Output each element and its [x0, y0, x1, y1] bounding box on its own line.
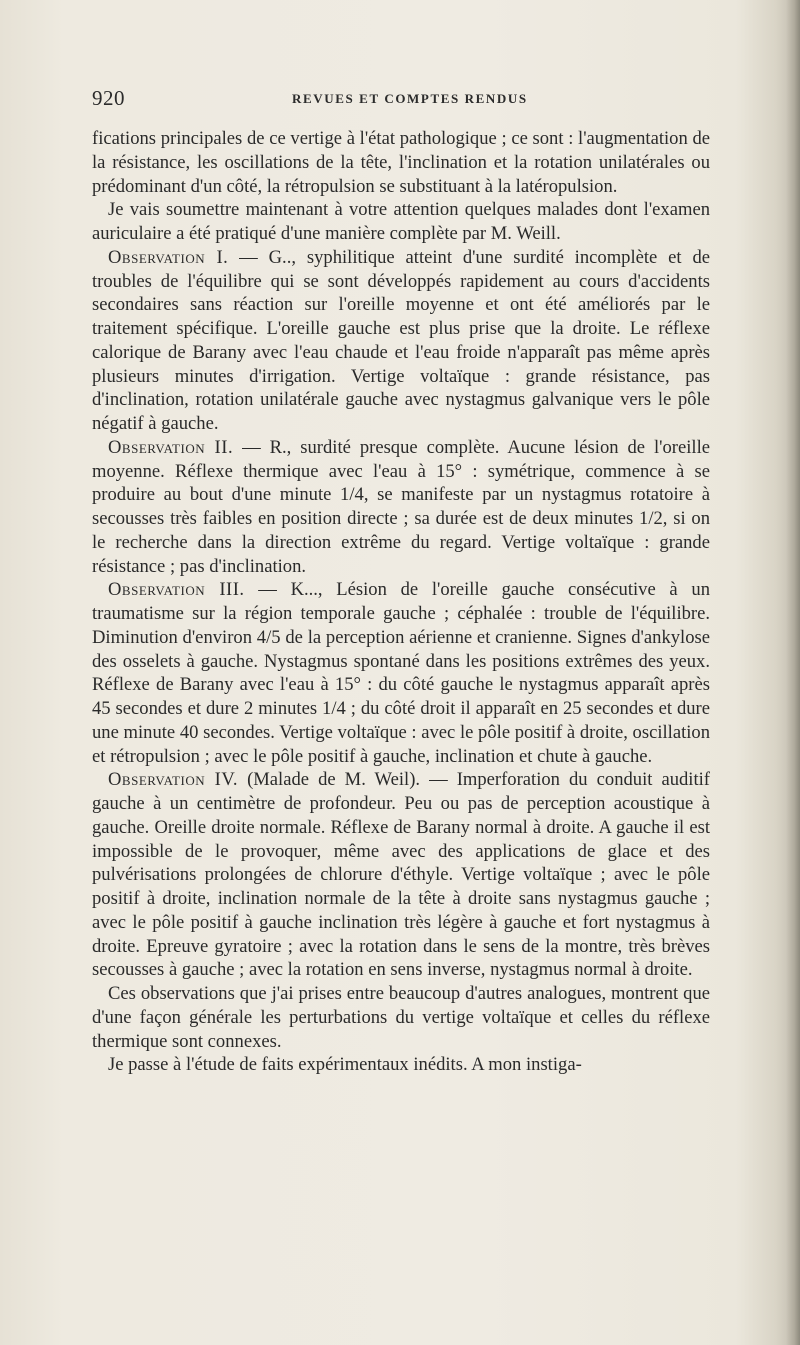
observation-paragraph [92, 768, 710, 982]
paragraph [92, 198, 710, 246]
observation-paragraph [92, 578, 710, 768]
observation-label: Observation I. [108, 246, 229, 268]
observation-label: Observation III. [108, 579, 245, 601]
paragraph-text: (Malade de M. Weil). — Imperforation du conduit auditif gauche à un centimètre de profondeur. Peu ou pas de perception acoustique à gauche. Oreille droite normale. Réflexe de Barany normal à droite. A gauche il est impossible de le provoquer, même avec des applications de glace et des pulvérisations prolongées de chlorure d'éthyle. Vertige voltaïque ; avec le pôle positif à droite, inclination normale de la tête à droite sans nystagmus gauche ; avec le pôle positif à gauche inclination très légère à gauche et fort nystagmus à droite. Epreuve gyratoire ; avec la rotation dans le sens de la montre, très brèves secousses à gauche ; avec la rotation en sens inverse, nystagmus normal à droite. [92, 769, 711, 981]
observation-label: Observation IV. [108, 769, 239, 791]
paragraph-text: Ces observations que j'ai prises entre beaucoup d'autres analogues, montrent que d'une façon générale les perturbations du vertige voltaïque et celles du réflexe thermique sont connexes. [92, 983, 710, 1052]
observation-paragraph [92, 246, 710, 436]
running-head: REVUES ET COMPTES RENDUS [292, 91, 528, 106]
paragraph [92, 1053, 710, 1077]
paragraph [92, 127, 710, 198]
observation-label: Observation II. [108, 436, 234, 458]
paragraph [92, 982, 710, 1053]
paragraph-text: Je vais soumettre maintenant à votre attention quelques malades dont l'examen auriculaire a été pratiqué d'une manière complète par M. Weill. [92, 199, 710, 244]
paragraph-text: fications principales de ce vertige à l'état pathologique ; ce sont : l'augmentation de la résistance, les oscillations de la tête, l'inclination et la rotation unilatérales ou prédominant d'un côté, la rétropulsion se substituant à la latéropulsion. [92, 128, 710, 197]
paragraph-text: — G.., syphilitique atteint d'une surdité incomplète et de troubles de l'équilibre qui se sont développés rapidement au cours d'accidents secondaires sans réaction sur l'oreille moyenne et ont été améliorés par le traitement spécifique. L'oreille gauche est plus prise que la droite. Le réflexe calorique de Barany avec l'eau chaude et l'eau froide n'apparaît pas même après plusieurs minutes d'irrigation. Vertige voltaïque : grande résistance, pas d'inclination, rotation unilatérale gauche avec nystagmus galvanique vers le pôle négatif à gauche. [92, 246, 710, 434]
body-text [92, 127, 710, 1077]
page-header [92, 86, 704, 116]
page-edge-shadow [786, 0, 800, 1345]
paragraph-text: — R., surdité presque complète. Aucune lésion de l'oreille moyenne. Réflexe thermique avec l'eau à 15° : symétrique, commence à se produire au bout d'une minute 1/4, se manifeste par un nystagmus rotatoire à secousses très faibles en position directe ; sa durée est de deux minutes 1/2, si on le recherche dans la direction extrême du regard. Vertige voltaïque : grande résistance ; pas d'inclination. [92, 436, 711, 577]
observation-paragraph [92, 436, 710, 579]
page-number: 920 [92, 86, 125, 110]
paragraph-text: — K..., Lésion de l'oreille gauche consécutive à un traumatisme sur la région temporale gauche ; céphalée : trouble de l'équilibre. Diminution d'environ 4/5 de la perception aérienne et cranienne. Signes d'ankylose des osselets à gauche. Nystagmus spontané dans les positions extrêmes des yeux. Réflexe de Barany avec l'eau à 15° : du côté gauche le nystagmus apparaît après 45 secondes et dure 2 minutes 1/4 ; du côté droit il apparaît en 25 secondes et dure une minute 40 secondes. Vertige voltaïque : avec le pôle positif à droite, oscillation et rétropulsion ; avec le pôle positif à gauche, inclination et chute à gauche. [92, 579, 710, 767]
paragraph-text: Je passe à l'étude de faits expérimentaux inédits. A mon instiga- [108, 1054, 582, 1076]
